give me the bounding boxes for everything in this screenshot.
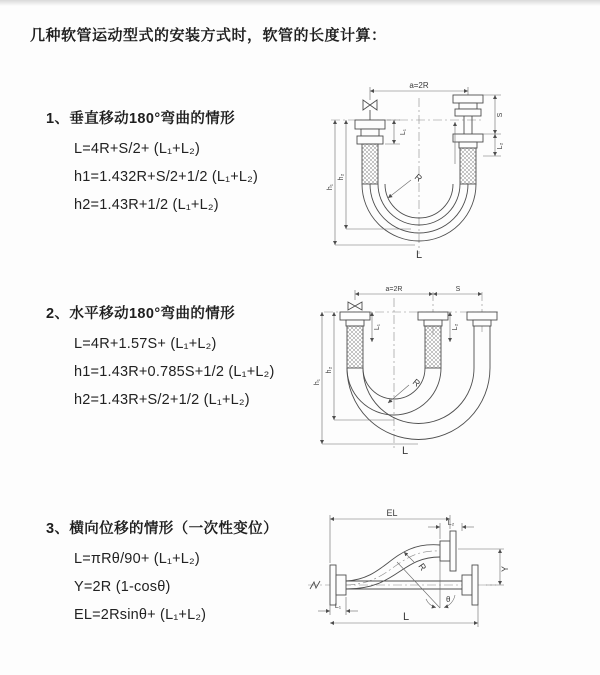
dimension-l2 [495, 134, 504, 156]
formula-offset: Y=2R (1-cosθ) [74, 579, 171, 595]
valve-icon [348, 302, 362, 310]
dim-label-l1: L₁ [374, 323, 381, 331]
radius-label: R [410, 376, 423, 389]
left-flange-assembly [330, 565, 346, 605]
braided-hose-section-left [347, 326, 363, 368]
dim-label-l1: L₁ [334, 603, 342, 610]
valve-icon [363, 100, 377, 120]
length-label: L [401, 445, 409, 457]
theta-label: θ [446, 595, 451, 604]
braided-hose-section-middle [425, 326, 441, 368]
left-flange-assembly [355, 120, 385, 144]
dimension-span [355, 286, 433, 300]
dimension-length [330, 605, 478, 627]
formula-length: L=4R+S/2+ (L₁+L₂) [74, 141, 200, 157]
smooth-hose-leg [474, 326, 490, 368]
diagram-horizontal-180-bend [310, 282, 600, 462]
formula-h1: h1=1.432R+S/2+1/2 (L₁+L₂) [74, 169, 259, 185]
radius-leader [404, 552, 429, 573]
dim-label-span: a=2R [385, 286, 403, 293]
dim-label-l2: L₂ [497, 142, 504, 150]
dim-label-span: a=2R [409, 81, 429, 90]
y-offset-label: Y [500, 565, 510, 573]
braided-hose-section-right [460, 148, 476, 184]
dimension-l2 [450, 312, 459, 342]
length-label: L [415, 249, 423, 261]
radius-label: R [412, 171, 425, 184]
section-1-heading: 1、垂直移动180°弯曲的情形 [46, 111, 236, 127]
dim-label-stroke: S [497, 112, 504, 118]
dim-label-l2: L₂ [452, 323, 459, 331]
dim-label-h1: h₁ [327, 183, 334, 191]
formula-el: EL=2Rsinθ+ (L₁+L₂) [74, 607, 207, 623]
length-label: L [402, 611, 410, 623]
dimension-l1 [385, 120, 407, 144]
page-title: 几种软管运动型式的安装方式时，软管的长度计算： [30, 27, 387, 44]
formula-length: L=πRθ/90+ (L₁+L₂) [74, 551, 200, 567]
dimension-stroke [433, 286, 482, 294]
scan-edge-artifact [0, 0, 600, 6]
formula-h2: h2=1.43R+S/2+1/2 (L₁+L₂) [74, 392, 250, 408]
middle-flange-assembly [418, 312, 448, 326]
radius-label: R [416, 561, 429, 573]
section-3-heading: 3、横向位移的情形（一次性变位） [46, 521, 278, 537]
braided-hose-section-left [362, 144, 378, 184]
dim-label-h2: h₂ [326, 366, 333, 374]
dim-label-stroke: S [455, 286, 461, 293]
section-2-heading: 2、水平移动180°弯曲的情形 [46, 306, 236, 322]
right-flange-assembly [467, 312, 497, 326]
dim-label-l2: L₂ [447, 520, 455, 527]
section-vertical-travel [46, 107, 346, 219]
dim-label-h2: h₂ [338, 173, 345, 181]
diagram-vertical-180-bend [315, 72, 600, 262]
diagram-lateral-displacement [300, 505, 600, 650]
section-horizontal-travel [46, 302, 346, 414]
formula-h2: h2=1.43R+1/2 (L₁+L₂) [74, 197, 219, 213]
left-flange-assembly [340, 312, 370, 326]
dim-label-l1: L₁ [400, 128, 407, 136]
right-flange-assembly [453, 95, 483, 148]
dimension-el [330, 508, 450, 563]
dim-label-h1: h₁ [314, 378, 321, 386]
dimension-l1 [372, 312, 381, 342]
displaced-flange-assembly [440, 531, 456, 571]
dimension-l1 [318, 597, 358, 615]
formula-length: L=4R+1.57S+ (L₁+L₂) [74, 336, 217, 352]
dimension-h1 [314, 312, 418, 444]
el-label: EL [386, 508, 398, 518]
right-flange-assembly [462, 565, 478, 605]
formula-h1: h1=1.43R+0.785S+1/2 (L₁+L₂) [74, 364, 275, 380]
